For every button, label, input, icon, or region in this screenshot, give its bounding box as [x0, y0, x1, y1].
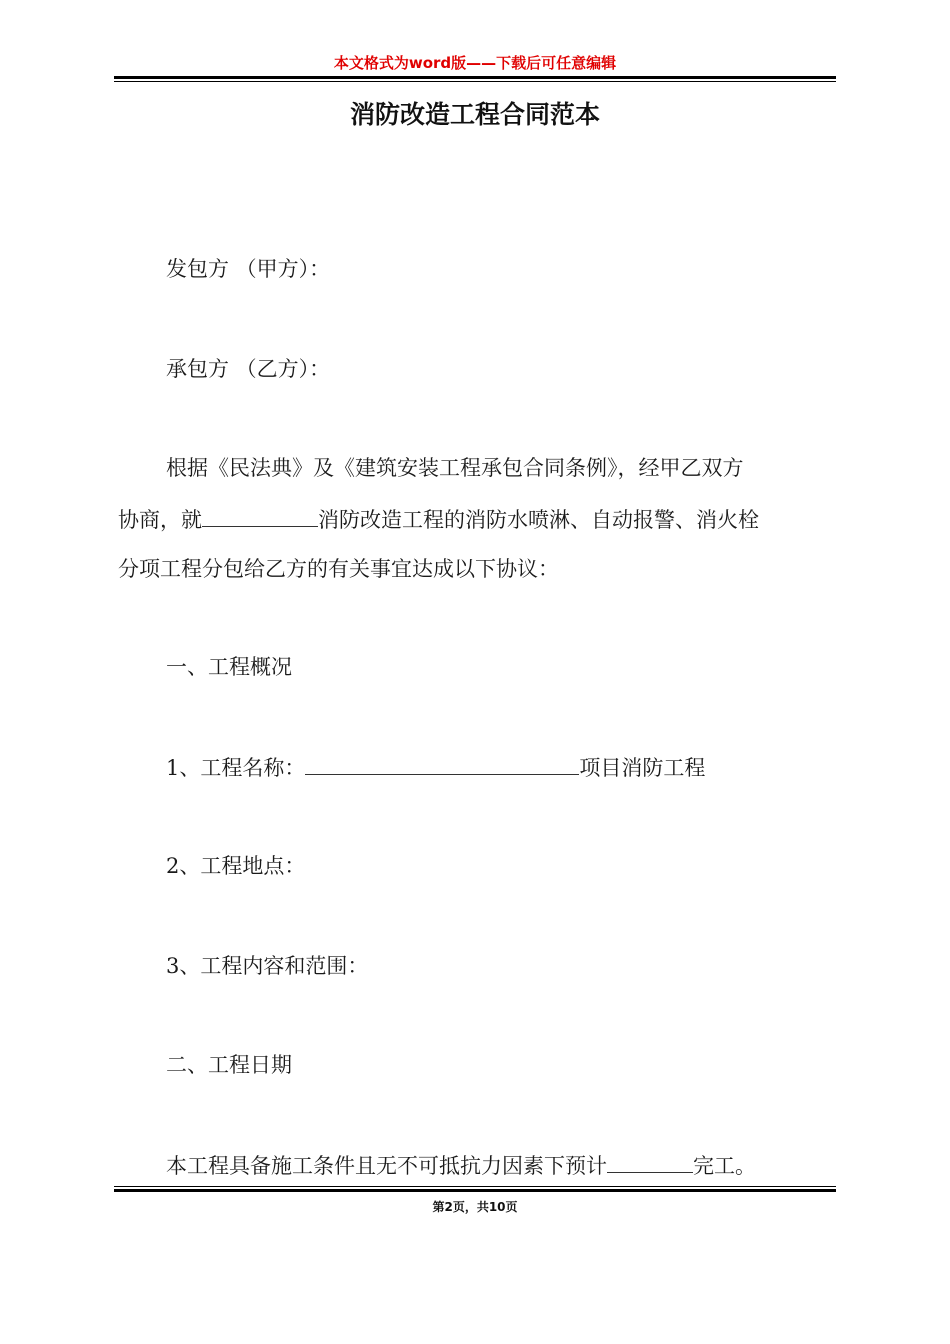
section-1-heading: 一、工程概况	[166, 655, 292, 679]
project-name-blank[interactable]	[305, 754, 579, 775]
intro-line-1: 根据《民法典》及《建筑安装工程承包合同条例》，经甲乙双方	[166, 456, 744, 480]
intro-line-2	[118, 506, 838, 534]
footer-rule-thin	[114, 1186, 836, 1187]
project-location-label: 2、工程地点：	[166, 854, 306, 878]
intro-line-2-suffix: 消防改造工程的消防水喷淋、自动报警、消火栓	[318, 508, 759, 532]
party-a-label: 发包方 （甲方）：	[166, 257, 331, 281]
intro-line-2-prefix: 协商，就	[118, 508, 202, 532]
party-b-label: 承包方 （乙方）：	[166, 357, 331, 381]
section-2-heading: 二、工程日期	[166, 1053, 292, 1077]
header-note: 本文格式为word版——下载后可任意编辑	[333, 54, 617, 72]
project-scope-label: 3、工程内容和范围：	[166, 954, 369, 978]
completion-line	[166, 1152, 886, 1180]
project-name-label: 1、工程名称：	[166, 756, 306, 780]
page-number: 第2页，共10页	[432, 1200, 518, 1214]
project-blank[interactable]	[202, 506, 318, 527]
header-rule-thin	[114, 81, 836, 82]
intro-line-3: 分项工程分包给乙方的有关事宜达成以下协议：	[118, 557, 559, 581]
completion-suffix: 完工。	[693, 1154, 756, 1178]
header-rule	[114, 76, 836, 79]
footer-rule	[114, 1189, 836, 1192]
document-title: 消防改造工程合同范本	[349, 100, 600, 129]
project-name-line	[166, 754, 886, 782]
completion-blank[interactable]	[607, 1152, 693, 1173]
project-name-suffix: 项目消防工程	[579, 756, 706, 780]
completion-prefix: 本工程具备施工条件且无不可抵抗力因素下预计	[166, 1154, 607, 1178]
